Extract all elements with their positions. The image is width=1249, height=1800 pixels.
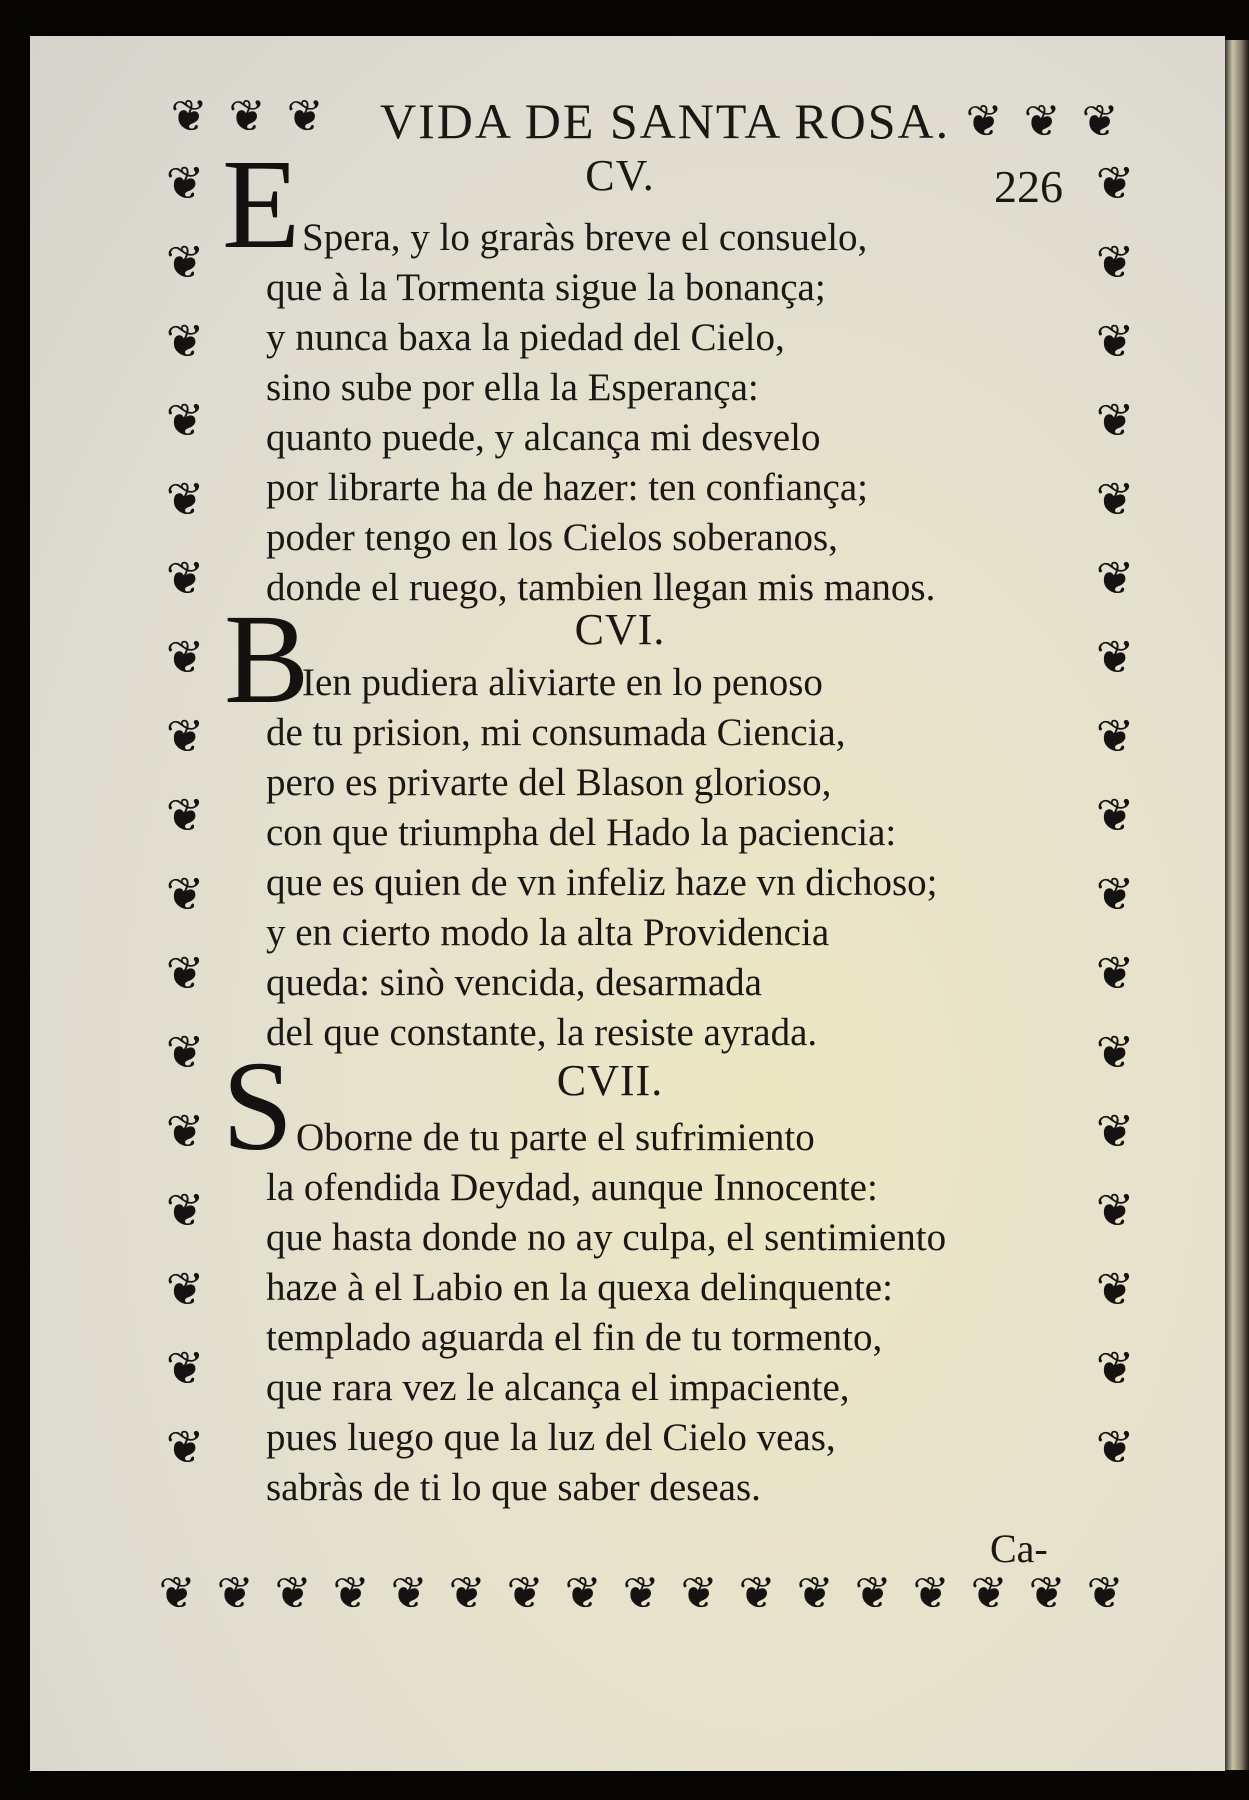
- fleuron-icon: ❦: [165, 946, 205, 1000]
- fleuron-icon: ❦: [216, 1568, 254, 1619]
- catchword: Ca-: [990, 1526, 1048, 1571]
- running-title: VIDA DE SANTA ROSA.: [380, 93, 951, 149]
- fleuron-icon: ❦: [165, 1262, 205, 1316]
- fleuron-icon: ❦: [622, 1568, 660, 1619]
- fleuron-icon: ❦: [165, 1104, 205, 1158]
- fleuron-icon: ❦: [165, 551, 205, 605]
- fleuron-icon: ❦: [1023, 96, 1061, 147]
- fleuron-icon: ❦: [274, 1568, 312, 1619]
- fleuron-icon: ❦: [965, 96, 1003, 147]
- fleuron-icon: ❦: [796, 1568, 834, 1619]
- fleuron-icon: ❦: [1028, 1568, 1066, 1619]
- verse-line: Oborne de tu parte el sufrimiento: [296, 1116, 815, 1159]
- fleuron-icon: ❦: [1095, 867, 1135, 921]
- fleuron-icon: ❦: [165, 393, 205, 447]
- stanza-number: CV.: [585, 151, 655, 200]
- fleuron-icon: ❦: [165, 1025, 205, 1079]
- fleuron-icon: ❦: [1095, 235, 1135, 289]
- drop-cap-initial: S: [222, 1035, 294, 1177]
- fleuron-icon: ❦: [165, 314, 205, 368]
- fleuron-icon: ❦: [1095, 1341, 1135, 1395]
- verse-line: la ofendida Deydad, aunque Innocente:: [266, 1166, 878, 1209]
- verse-line: que hasta donde no ay culpa, el sentimiento: [266, 1216, 947, 1259]
- fleuron-icon: ❦: [165, 1183, 205, 1237]
- verse-line: que es quien de vn infeliz haze vn dichoso;: [266, 861, 938, 904]
- fleuron-icon: ❦: [1095, 630, 1135, 684]
- verse-line: que à la Tormenta sigue la bonança;: [266, 266, 826, 309]
- book-spine-edge: [1222, 40, 1249, 1770]
- verse-line: y en cierto modo la alta Providencia: [266, 911, 830, 954]
- fleuron-icon: ❦: [1095, 314, 1135, 368]
- fleuron-icon: ❦: [1095, 1025, 1135, 1079]
- fleuron-icon: ❦: [165, 867, 205, 921]
- verse-line: del que constante, la resiste ayrada.: [266, 1011, 818, 1054]
- fleuron-icon: ❦: [912, 1568, 950, 1619]
- fleuron-icon: ❦: [1095, 1420, 1135, 1474]
- fleuron-icon: ❦: [854, 1568, 892, 1619]
- stanza-number: CVII.: [556, 1056, 664, 1105]
- verse-line: sabràs de ti lo que saber deseas.: [266, 1466, 761, 1509]
- fleuron-icon: ❦: [1095, 1183, 1135, 1237]
- verse-line: poder tengo en los Cielos soberanos,: [266, 516, 838, 559]
- page-number: 226: [994, 161, 1063, 212]
- fleuron-icon: ❦: [158, 1568, 196, 1619]
- fleuron-icon: ❦: [1086, 1568, 1124, 1619]
- verse-line: de tu prision, mi consumada Ciencia,: [266, 711, 846, 754]
- fleuron-icon: ❦: [228, 91, 266, 142]
- verse-line: Ien pudiera aliviarte en lo penoso: [302, 661, 823, 704]
- fleuron-icon: ❦: [332, 1568, 370, 1619]
- fleuron-icon: ❦: [286, 91, 324, 142]
- fleuron-icon: ❦: [506, 1568, 544, 1619]
- verse-line: y nunca baxa la piedad del Cielo,: [266, 316, 785, 359]
- fleuron-icon: ❦: [165, 156, 205, 210]
- fleuron-icon: ❦: [1095, 788, 1135, 842]
- fleuron-icon: ❦: [1095, 946, 1135, 1000]
- verse-line: haze à el Labio en la quexa delinquente:: [266, 1266, 893, 1309]
- fleuron-icon: ❦: [1095, 551, 1135, 605]
- fleuron-icon: ❦: [165, 1341, 205, 1395]
- verse-line: Spera, y lo graràs breve el consuelo,: [302, 216, 868, 259]
- fleuron-icon: ❦: [390, 1568, 428, 1619]
- fleuron-icon: ❦: [170, 91, 208, 142]
- fleuron-icon: ❦: [970, 1568, 1008, 1619]
- verse-line: por librarte ha de hazer: ten confiança;: [266, 466, 869, 509]
- fleuron-icon: ❦: [448, 1568, 486, 1619]
- drop-cap-initial: B: [224, 588, 310, 730]
- fleuron-icon: ❦: [1081, 96, 1119, 147]
- fleuron-icon: ❦: [1095, 709, 1135, 763]
- verse-line: sino sube por ella la Esperança:: [266, 366, 759, 409]
- fleuron-icon: ❦: [1095, 393, 1135, 447]
- fleuron-icon: ❦: [165, 788, 205, 842]
- verse-line: quanto puede, y alcança mi desvelo: [266, 416, 821, 459]
- fleuron-icon: ❦: [165, 1420, 205, 1474]
- fleuron-icon: ❦: [165, 630, 205, 684]
- fleuron-icon: ❦: [1095, 1262, 1135, 1316]
- fleuron-icon: ❦: [165, 235, 205, 289]
- verse-line: con que triumpha del Hado la paciencia:: [266, 811, 897, 854]
- verse-line: que rara vez le alcança el impaciente,: [266, 1366, 850, 1409]
- verse-line: queda: sinò vencida, desarmada: [266, 961, 762, 1004]
- fleuron-icon: ❦: [165, 472, 205, 526]
- stanza-number: CVI.: [574, 605, 666, 654]
- fleuron-icon: ❦: [1095, 472, 1135, 526]
- fleuron-icon: ❦: [165, 709, 205, 763]
- fleuron-icon: ❦: [1095, 156, 1135, 210]
- verse-line: pero es privarte del Blason glorioso,: [266, 761, 832, 804]
- fleuron-icon: ❦: [738, 1568, 776, 1619]
- verse-line: templado aguarda el fin de tu tormento,: [266, 1316, 883, 1359]
- fleuron-icon: ❦: [1095, 1104, 1135, 1158]
- fleuron-icon: ❦: [564, 1568, 602, 1619]
- verse-line: pues luego que la luz del Cielo veas,: [266, 1416, 836, 1459]
- verse-line: donde el ruego, tambien llegan mis manos.: [266, 566, 936, 609]
- drop-cap-initial: E: [222, 133, 301, 275]
- fleuron-icon: ❦: [680, 1568, 718, 1619]
